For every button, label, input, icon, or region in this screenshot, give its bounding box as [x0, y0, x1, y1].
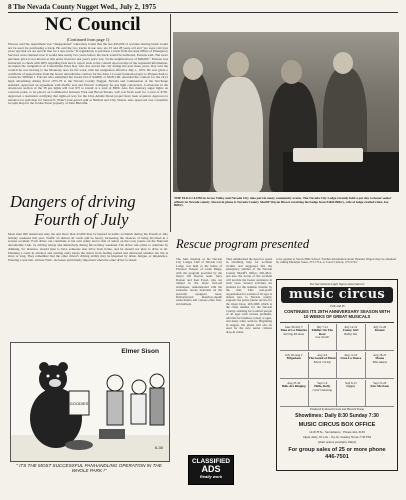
- ad-show-listing: [337, 380, 366, 407]
- ad-show-listing: [280, 324, 309, 351]
- photo-head-right: [333, 52, 353, 74]
- ad-location: 15th and H: [329, 304, 345, 308]
- ad-show-dates: Aug 11-16: [344, 353, 358, 357]
- ad-title: music circus: [289, 287, 385, 302]
- classified-ads-box: [188, 455, 234, 485]
- photo-figure-center: [213, 77, 263, 192]
- ad-show-dates: Aug 4-9: [317, 353, 328, 357]
- cartoon-panel: [10, 342, 170, 462]
- fourth-headline-line1: Dangers of driving: [10, 192, 136, 211]
- photo-caption: THE ELKS CLUBS in Grass Valley and Nevada City take part in many community events. The Nevada City Lodge recently held a pot day to honor senior officers in Nevada county. Shown in photo is Nevada County Sheriff Wayne Brown receiving his badge from Edith Bilbry, wife of lodge exalted ruler, Joe Bilbry.: [174, 197, 392, 208]
- goodies-bag-label: GOODIES: [69, 401, 89, 406]
- ad-show-dates: July 28-Aug 2: [285, 353, 303, 357]
- photo-tray: [293, 148, 363, 162]
- ad-show-title: Bells Are Ringing: [281, 384, 306, 389]
- ad-box-address: 1419 H St., Sacramento · Phone 441-3163: [309, 430, 365, 434]
- photo-head-man: [281, 60, 302, 84]
- ad-show-title: Fiddler On The Roof: [311, 328, 333, 336]
- ad-show-listing: [366, 380, 395, 407]
- ad-show-title: Brigadoon: [286, 356, 301, 361]
- cartoon-caption: " ITS THE MOST SUCCESSFUL PANHANDLING OPERATION IN THE WHOLE PARK !": [16, 463, 162, 474]
- ad-box-office: MUSIC CIRCUS BOX OFFICE: [298, 422, 376, 428]
- ad-show-dates: June 30-July 5: [285, 325, 303, 329]
- ad-show-cast: starring Ed Ames: [283, 331, 305, 336]
- ad-show-title: Kismet: [374, 328, 385, 333]
- ad-show-listing: [366, 352, 395, 379]
- ad-show-dates: Sept 8-13: [344, 381, 357, 385]
- ad-show-cast: Bobby Van: [344, 331, 358, 336]
- ad-show-dates: Aug 25-30: [287, 381, 301, 385]
- classified-line2: ADS: [201, 464, 221, 474]
- ad-presenter: The Sacramento Light Opera Association's: [309, 282, 365, 286]
- ad-show-title: Kiss Me Kate: [370, 384, 389, 389]
- ad-show-listing: [280, 380, 309, 407]
- ad-sponsor: Produced by Russell Lewis and Howard Young: [309, 407, 365, 411]
- ad-show-dates: July 7-12: [316, 325, 328, 329]
- ad-show-listing: [309, 380, 338, 407]
- ad-mail-orders: (mail orders promptly filled): [318, 440, 356, 444]
- rescue-col3: to be opened at Seven Hills School. Further information about Western Wagon may be obtained by calling Madalyn Jones, 273-7714, or Carol Carlson, 273-5743.: [276, 258, 396, 265]
- ad-show-dates: July 21-26: [373, 325, 387, 329]
- column-rule: [170, 14, 171, 232]
- rescue-col2-cont: [176, 365, 272, 455]
- photo-figure-left: [177, 72, 211, 192]
- ad-show-listing: [280, 352, 309, 379]
- cartoon-artist: Elmer Sison: [121, 348, 159, 355]
- ad-show-listing: [337, 324, 366, 351]
- council-body: Parsons said the department was "disappointed" when they found that the last $45,000 of revenue sharing funds would not be used for purchasing a truck. He said the two trucks in use now are 25 and 28 years old and "we were told four years ago that we are next in line for a new truck." If regulations to purchase a truck from the state Office of Emergency Services were checked now it would take nearly two years before the truck would be delivered, Parsons said. The exact purchase price is not known at this point, however last year's price was "in the neighborhood of $48,000." Parsons was instructed to check with OES regarding bids and to report back to the council upon receipt of the requested information. Accepted the resignation of Councilman Peter Ray who has served the city during the past three years. Ray told the council he was moving to the Monterey area for his work, with his resignation effective July 1, 1975. He was given a certificate of appreciation from the board. Awarded the contract for the John J. Looser fountain project to Pioneer Park to contractor William J. Falconi who submitted the lowest bid of $4,890, or $9,811.90. Awarded the contract for the city's legal advertising during fiscal 1975-76 to the Nevada County Nugget, Nevada and continuation of the Surcharge standard. Approved an agreement with Pacific Gas and Electric Company for gas light conversion. Conversion in the downtown section of the 38 gas lights will cost $75 to install or a total of $900. Also five memory sugar lights on concrete poles, to be placed on Commercial between York and Broad Streets, will cost $120 each for a total of $750. Approved a resolution certifying that rights-of-way for the Clay-Adams Street project have been acquired. Approved a tentative lot split map for Vernon E. Elder's four-parcel split at Nimrod and Clay Streets. Also approved was a tentative lot split map for the Jordan Street property of John Bertolini.: [8, 43, 168, 106]
- ad-show-title: Mame: [375, 356, 385, 361]
- ad-show-listing: [337, 352, 366, 379]
- ad-show-cast: Lou Jacobi: [315, 335, 329, 340]
- elks-photo: [173, 32, 399, 192]
- rescue-headline: Rescue program presented: [176, 237, 310, 251]
- classified-line1: CLASSIFIED: [192, 458, 230, 465]
- music-circus-ad: [276, 279, 398, 471]
- cartoon-drawing: [11, 343, 169, 461]
- ad-show-cast: Carol Channing: [312, 387, 332, 392]
- rescue-col2: They emphasized the need for speed in obtaining help for accident victims and suggested that the emergency number of the Nevada County Sheriff's Office, 265-4611, and also the locale of the accident will provide the fastest assistance in such cases. Several activities are planned for the summer months by the club. This non-profit organization for women of all ages is almost new to Nevada county, supports the police phone service for the Open Door, 265-2966 which is the crisis number for the Nevada County, assisting for troubled people of all ages with various problems, referrals for business, lonely or aged, and many other services. Beginning in August, the phone will also be used for the new senior citizens drop-in center.: [226, 258, 272, 334]
- fourth-headline-line2: Fourth of July: [34, 210, 129, 229]
- ad-show-title: Gypsy: [346, 384, 356, 389]
- ad-show-listing: [366, 324, 395, 351]
- ad-show-dates: Sept 15-20: [373, 381, 387, 385]
- ad-show-grid: [280, 322, 394, 407]
- ad-showtimes: Showtimes: Daily 8:30 Sunday 7:30: [295, 413, 379, 419]
- rescue-col1: The June meeting of the Nevada City Lodges Club of Nevada City Lodge was held at the home of Florence Vasseur of Cedar Ridge, with the program provided by the Ouyet 102 Rescue team. Jerry Dayton and Ken Fread, who are trained in the latest first-aid techniques, demonstrated with the extensive rescue materials on the specially equipped truck. Demonstrated mouth-to-mouth resuscitation and various other first-aid methods.: [176, 258, 222, 306]
- ad-show-title: Hello, Dolly: [314, 384, 331, 389]
- page-masthead: 8 The Nevada County Nugget Wed., July 2, 1975: [8, 3, 398, 13]
- ad-show-dates: July 14-19: [344, 325, 358, 329]
- ad-show-listing: [309, 324, 338, 351]
- ad-show-listing: [309, 352, 338, 379]
- ad-show-title: Irma La Douce: [340, 356, 362, 361]
- photo-head-center: [227, 52, 249, 77]
- photo-head-left: [183, 58, 203, 80]
- cartoon-code: 6-30: [154, 445, 163, 450]
- ad-show-cast: Eileen Christy: [313, 359, 331, 364]
- classified-line3: Really work: [199, 474, 223, 479]
- ad-headline: CONTINUES ITS 25TH ANNIVERSARY SEASON WITH 10 WEEKS OF GREAT MUSICALS: [284, 309, 390, 319]
- ad-hours: Open daily 10 a.m. - 9 p.m. Sunday Noon-7:30 PM: [303, 435, 371, 439]
- ad-show-title: Man of La Mancha: [280, 328, 307, 333]
- ad-group: For group sales of 25 or more phone 446-7501: [288, 447, 386, 460]
- ad-show-title: Funny Girl: [343, 328, 359, 333]
- ad-show-cast: Edie Adams: [372, 359, 387, 364]
- ad-show-dates: Sept 1-6: [317, 381, 328, 385]
- council-continued: (Continued from page 1): [66, 37, 110, 42]
- ad-show-title: The Sound of Music: [308, 356, 336, 361]
- ad-title-banner: [281, 287, 393, 303]
- council-headline: NC Council: [45, 14, 141, 35]
- fourth-body: More than 600 Americans may die and more than 25,000 may be injured in traffic accidents during the Fourth of July holiday weekend this year. Traffic on almost all roads will be heavy, increasing the chances of being involved in a serious accident. Each driver can contribute to his own safety and to that of others on the road, points out the National Automobile Club, by driving wisely and defensively during this holiday weekend. The driver who plans to celebrate by drinking, for instance, should plan to have someone else drive back home, and he should not plan to drive at all. Planning a route in advance and starting early keeps the driver from feeling rushed and distracted whether his trip is short or long. They remember that the other driver's driving ability may be impaired by drink, fatigue, or impatience. Wearing a seat belt, advises NAC, increases particularly important when the other driver is ahead.: [8, 233, 168, 262]
- ad-show-dates: Aug 18-23: [373, 353, 387, 357]
